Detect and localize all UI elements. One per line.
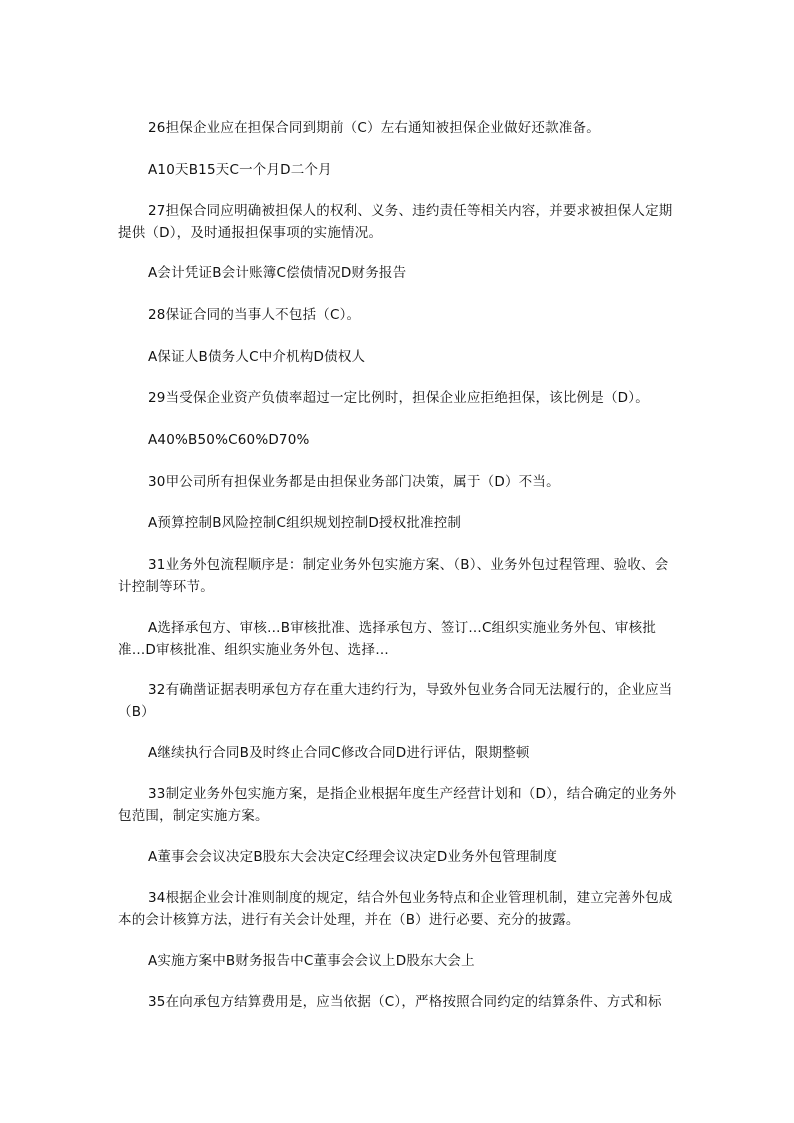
options-34: A实施方案中B财务报告中C董事会会议上D股东大会上 (148, 953, 475, 969)
question-34: 34根据企业会计准则制度的规定，结合外包业务特点和企业管理机制，建立完善外包成本的会计核算方法，进行有关会计处理，并在（B）进行必要、充分的披露。 (118, 890, 673, 928)
question-28: 28保证合同的当事人不包括（C）。 (148, 307, 361, 323)
question-26: 26担保企业应在担保合同到期前（C）左右通知被担保企业做好还款准备。 (148, 120, 600, 136)
options-33: A董事会会议决定B股东大会决定C经理会议决定D业务外包管理制度 (148, 849, 558, 865)
question-32: 32有确凿证据表明承包方存在重大违约行为，导致外包业务合同无法履行的，企业应当（B） (118, 682, 673, 720)
options-28: A保证人B债务人C中介机构D债权人 (148, 349, 366, 365)
options-27: A会计凭证B会计账簿C偿债情况D财务报告 (148, 265, 407, 281)
question-35: 35在向承包方结算费用是，应当依据（C），严格按照合同约定的结算条件、方式和标 (148, 994, 662, 1010)
options-30: A预算控制B风险控制C组织规划控制D授权批准控制 (148, 515, 462, 531)
question-27: 27担保合同应明确被担保人的权利、义务、违约责任等相关内容，并要求被担保人定期提供（D），及时通报担保事项的实施情况。 (118, 203, 673, 241)
options-29: A40%B50%C60%D70% (148, 432, 310, 448)
question-29: 29当受保企业资产负债率超过一定比例时，担保企业应拒绝担保，该比例是（D）。 (148, 390, 649, 406)
options-31: A选择承包方、审核…B审核批准、选择承包方、签订…C组织实施业务外包、审核批准…D审核批准、组织实施业务外包、选择… (118, 620, 657, 658)
question-30: 30甲公司所有担保业务都是由担保业务部门决策，属于（D）不当。 (148, 474, 560, 490)
question-33: 33制定业务外包实施方案，是指企业根据年度生产经营计划和（D），结合确定的业务外包范围，制定实施方案。 (118, 786, 677, 824)
question-31: 31业务外包流程顺序是：制定业务外包实施方案、（B）、业务外包过程管理、验收、会计控制等环节。 (118, 557, 669, 595)
options-26: A10天B15天C一个月D二个月 (148, 162, 332, 178)
options-32: A继续执行合同B及时终止合同C修改合同D进行评估，限期整顿 (148, 745, 530, 761)
